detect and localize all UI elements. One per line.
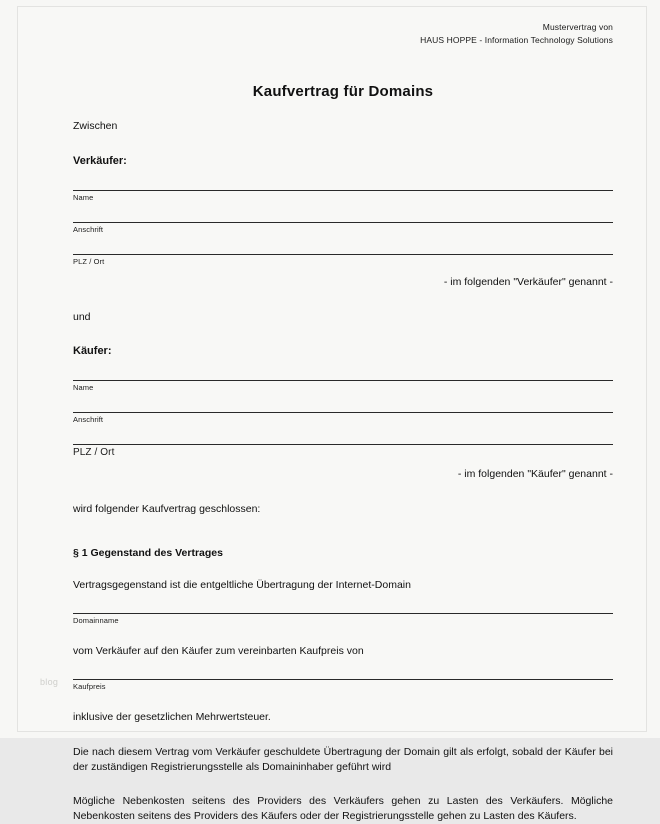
seller-name-caption: Name — [73, 192, 94, 202]
header-line-1: Mustervertrag von — [542, 22, 613, 32]
buyer-address-field[interactable] — [73, 412, 613, 424]
contract-closing-line: wird folgender Kaufvertrag geschlossen: — [73, 502, 261, 515]
watermark-text: blog — [40, 677, 59, 687]
buyer-heading: Käufer: — [73, 344, 112, 357]
price-caption: Kaufpreis — [73, 682, 106, 692]
buyer-name-rule[interactable] — [73, 380, 613, 381]
section-1-paragraph-3: inklusive der gesetzlichen Mehrwertsteuer. — [73, 711, 271, 724]
seller-heading: Verkäufer: — [73, 154, 127, 167]
seller-note: - im folgenden "Verkäufer" genannt - — [443, 275, 613, 288]
buyer-name-caption: Name — [73, 382, 94, 392]
document-header — [73, 21, 613, 47]
document-sheet — [17, 6, 647, 823]
buyer-note: - im folgenden "Käufer" genannt - — [457, 467, 613, 480]
section-1-paragraph-1: Vertragsgegenstand ist die entgeltliche Übertragung der Internet-Domain — [73, 578, 411, 591]
seller-address-caption: Anschrift — [73, 224, 104, 234]
price-rule[interactable] — [73, 679, 613, 680]
buyer-name-field[interactable] — [73, 380, 613, 392]
page-title: Kaufvertrag für Domains — [252, 83, 434, 101]
buyer-city-rule[interactable] — [73, 444, 613, 445]
document-content — [73, 21, 613, 824]
domain-name-caption: Domainname — [73, 616, 119, 626]
seller-name-field[interactable] — [73, 190, 613, 202]
buyer-city-field[interactable] — [73, 444, 613, 458]
section-1-paragraph-4: Die nach diesem Vertrag vom Verkäufer geschuldete Übertragung der Domain gilt als erfolgt, sobald der Käufer bei der zuständigen Registrierungsstelle als Domaininhaber geführt wird — [73, 745, 613, 773]
buyer-address-caption: Anschrift — [73, 414, 104, 424]
buyer-address-rule[interactable] — [73, 412, 613, 413]
domain-name-rule[interactable] — [73, 613, 613, 614]
seller-address-field[interactable] — [73, 222, 613, 234]
seller-city-rule[interactable] — [73, 254, 613, 255]
section-1-paragraph-2: vom Verkäufer auf den Käufer zum vereinbarten Kaufpreis von — [73, 645, 364, 658]
seller-city-caption: PLZ / Ort — [73, 256, 105, 266]
seller-address-rule[interactable] — [73, 222, 613, 223]
price-field[interactable] — [73, 679, 613, 691]
section-1-heading: § 1 Gegenstand des Vertrages — [73, 546, 223, 559]
header-line-2: HAUS HOPPE - Information Technology Solutions — [420, 35, 613, 46]
seller-name-rule[interactable] — [73, 190, 613, 191]
and-label: und — [73, 310, 91, 323]
section-1-paragraph-5: Mögliche Nebenkosten seitens des Providers des Verkäufers gehen zu Lasten des Verkäufers. Mögliche Nebenkosten seitens des Providers des Käufers oder der Registrierungsstelle gehen zu Lasten des Käufers. — [73, 794, 613, 823]
between-label: Zwischen — [73, 120, 118, 133]
seller-city-field[interactable] — [73, 254, 613, 266]
domain-name-field[interactable] — [73, 613, 613, 625]
buyer-city-caption: PLZ / Ort — [73, 446, 115, 458]
